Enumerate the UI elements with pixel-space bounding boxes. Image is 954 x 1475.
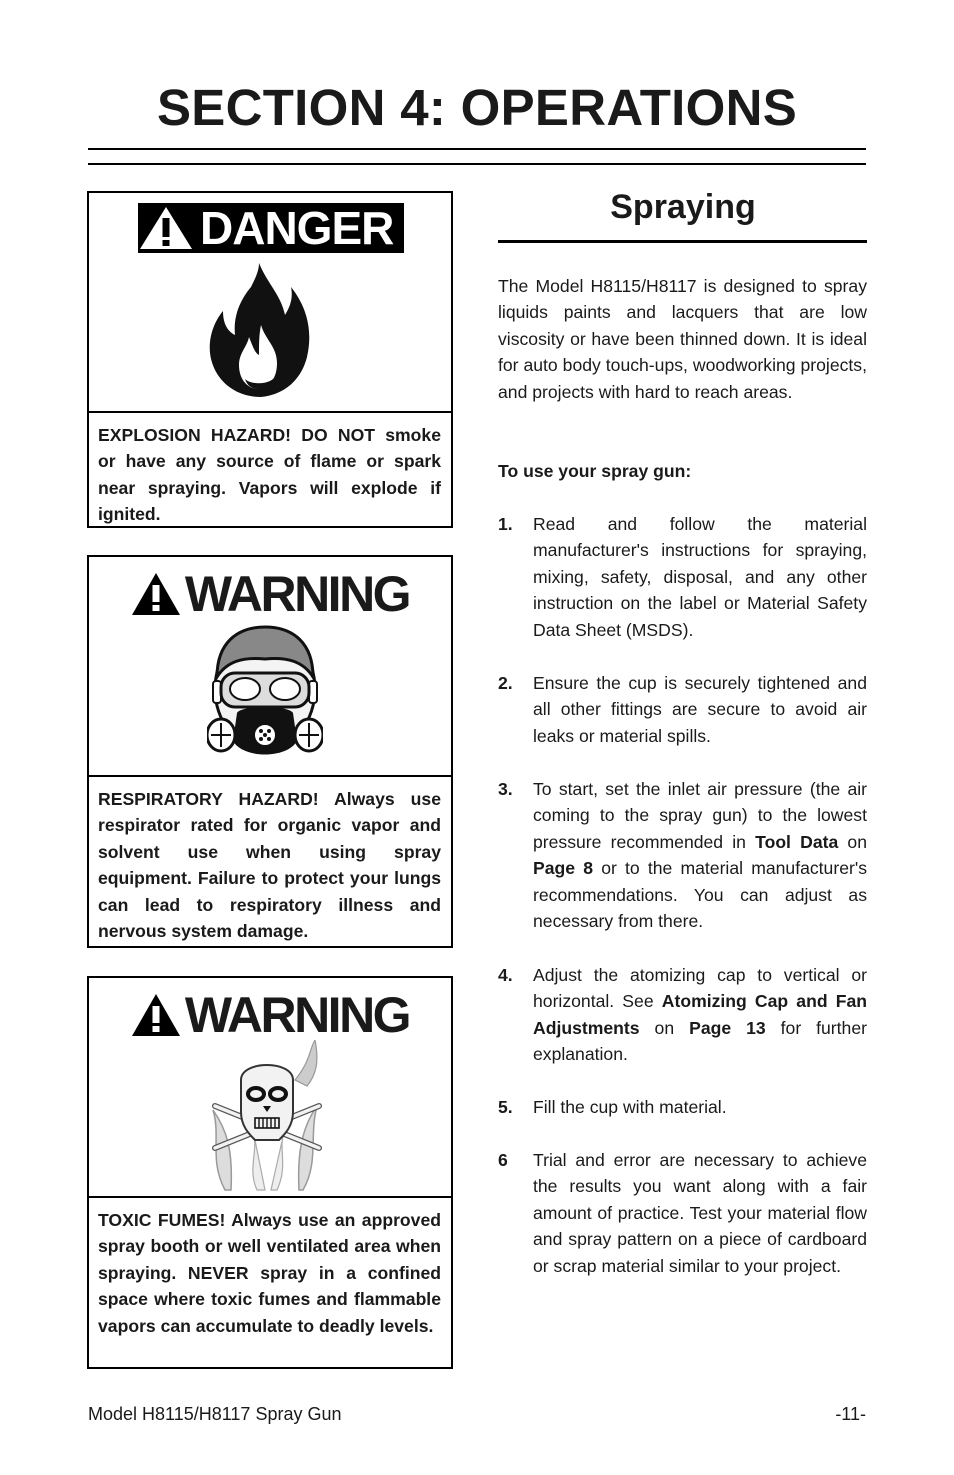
- atomizing-cap-reference: Atomizing Cap and Fan Adjustments: [533, 991, 867, 1038]
- step-item: [498, 511, 867, 643]
- step-text-part: on: [654, 1017, 675, 1038]
- step-number: 5.: [498, 1097, 513, 1117]
- page-number: -11-: [835, 1404, 866, 1424]
- step-number: 2.: [498, 673, 513, 693]
- step-text: Fill the cup with material.: [533, 1097, 727, 1117]
- warning-banner: [89, 566, 451, 622]
- step-text: Ensure the cup is securely tightened and all other fittings are secure to avoid air leaks or material spills.: [533, 673, 867, 746]
- step-number: 1.: [498, 514, 513, 534]
- step-text-part: for further explanation.: [533, 1017, 867, 1065]
- header-rule-bottom: [88, 163, 866, 165]
- spraying-intro: The Model H8115/H8117 is designed to spray liquids paints and lacquers that are low viscosity or have been thinned down. It is ideal for auto body touch-ups, woodworking projects, and projects with hard to reach areas.: [498, 276, 867, 402]
- warning-box-toxic: [87, 976, 453, 1369]
- warning-banner-text: WARNING: [184, 987, 410, 1043]
- warning-box-respiratory: [87, 555, 453, 948]
- section-title: SECTION 4: OPERATIONS: [156, 79, 798, 136]
- step-item: [498, 962, 867, 1068]
- step-text-part: Adjust the atomizing cap to vertical or horizontal. See: [533, 965, 867, 1012]
- warning-toxic-text: TOXIC FUMES! Always use an approved spray booth or well ventilated area when spraying. NEVER spray in a confined space where toxic fumes and flammable vapors can accumulate to deadly levels.: [98, 1210, 441, 1336]
- footer-model: Model H8115/H8117 Spray Gun: [88, 1404, 342, 1424]
- skull-fumes-icon: [207, 1040, 327, 1192]
- step-item: [498, 1147, 867, 1279]
- step-text-part: or to the material manufacturer's recommendations. You can adjust as necessary from there.: [533, 858, 868, 932]
- warning-banner-text: WARNING: [184, 566, 410, 622]
- alert-triangle-icon: [131, 993, 181, 1037]
- danger-banner-text: DANGER: [200, 202, 394, 254]
- warning-picture-area: [89, 557, 451, 777]
- respirator-goggles-icon: [207, 623, 323, 765]
- tool-data-reference: Tool Data: [755, 831, 839, 852]
- danger-picture-area: [89, 193, 451, 413]
- danger-text: EXPLOSION HAZARD! DO NOT smoke or have any source of flame or spark near spraying. Vapors will explode if ignited.: [98, 425, 441, 525]
- step-item: [498, 1094, 867, 1120]
- danger-box: [87, 191, 453, 528]
- step-text-part: To start, set the inlet air pressure (the air coming to the spray gun) to the lowest pressure recommended in: [533, 779, 867, 852]
- alert-triangle-icon: [131, 572, 181, 616]
- step-number: 4.: [498, 965, 513, 985]
- step-item: [498, 670, 867, 749]
- spraying-subheading: To use your spray gun:: [498, 461, 692, 481]
- flame-icon: [207, 261, 315, 399]
- step-text-part: on: [847, 831, 867, 852]
- step-text: [533, 776, 867, 934]
- step-number: 6: [498, 1150, 508, 1170]
- warning-picture-area: [89, 978, 451, 1198]
- step-number: 3.: [498, 779, 513, 799]
- spraying-heading: Spraying: [610, 188, 756, 226]
- step-text: [533, 962, 867, 1068]
- header-rule-top: [88, 148, 866, 150]
- step-text: Trial and error are necessary to achieve the results you want along with a fair amount of practice. Test your material flow and spray pattern on a piece of cardboard or scrap material similar to your project.: [533, 1150, 867, 1276]
- page-8-reference: Page 8: [533, 858, 594, 879]
- step-item: [498, 776, 867, 934]
- warning-respiratory-text: RESPIRATORY HAZARD! Always use respirator rated for organic vapor and solvent use when using spray equipment. Failure to protect your lungs can lead to respiratory illness and nervous system damage.: [98, 789, 441, 942]
- step-text: Read and follow the material manufacturer's instructions for spraying, mixing, safety, disposal, and any other instruction on the label or Material Safety Data Sheet (MSDS).: [533, 514, 867, 640]
- warning-banner: [89, 987, 451, 1043]
- page-13-reference: Page 13: [689, 1017, 766, 1038]
- alert-triangle-icon: [138, 205, 194, 251]
- danger-banner: [138, 203, 404, 253]
- spraying-heading-rule: [498, 240, 867, 243]
